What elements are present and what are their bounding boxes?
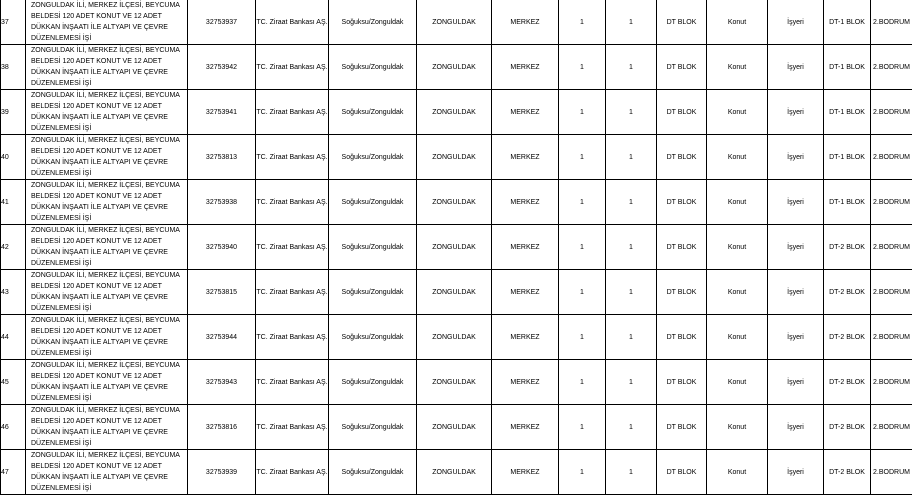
province-cell: ZONGULDAK [417, 45, 492, 90]
quantity-1-cell: 1 [559, 405, 606, 450]
location-cell: Soğuksu/Zonguldak [329, 360, 417, 405]
quantity-1-cell: 1 [559, 450, 606, 495]
location-cell: Soğuksu/Zonguldak [329, 135, 417, 180]
table-row [1, 180, 912, 225]
floor-cell: 2.BODRUM [871, 270, 912, 315]
unit-type-cell: İşyeri [768, 90, 824, 135]
row-number-cell: 41 [1, 180, 26, 225]
type-cell: Konut [707, 225, 768, 270]
unit-type-cell: İşyeri [768, 225, 824, 270]
sub-block-cell: DT-1 BLOK [824, 135, 871, 180]
table-row [1, 0, 912, 45]
district-cell: MERKEZ [492, 450, 559, 495]
location-cell: Soğuksu/Zonguldak [329, 225, 417, 270]
location-cell: Soğuksu/Zonguldak [329, 405, 417, 450]
unit-type-cell: İşyeri [768, 135, 824, 180]
type-cell: Konut [707, 0, 768, 45]
district-cell: MERKEZ [492, 270, 559, 315]
parcel-code-cell: 32753937 [188, 0, 256, 45]
project-name-cell: ZONGULDAK İLİ, MERKEZ İLÇESİ, BEYCUMA BELDESİ 120 ADET KONUT VE 12 ADET DÜKKAN İNŞAATI İLE ALTYAPI VE ÇEVRE DÜZENLEMESİ İŞİ [26, 90, 188, 135]
district-cell: MERKEZ [492, 90, 559, 135]
parcel-code-cell: 32753942 [188, 45, 256, 90]
province-cell: ZONGULDAK [417, 360, 492, 405]
sub-block-cell: DT-2 BLOK [824, 450, 871, 495]
table-row [1, 360, 912, 405]
type-cell: Konut [707, 180, 768, 225]
parcel-code-cell: 32753939 [188, 450, 256, 495]
province-cell: ZONGULDAK [417, 90, 492, 135]
location-cell: Soğuksu/Zonguldak [329, 180, 417, 225]
project-name-cell: ZONGULDAK İLİ, MERKEZ İLÇESİ, BEYCUMA BELDESİ 120 ADET KONUT VE 12 ADET DÜKKAN İNŞAATI İLE ALTYAPI VE ÇEVRE DÜZENLEMESİ İŞİ [26, 450, 188, 495]
type-cell: Konut [707, 135, 768, 180]
row-number-cell: 47 [1, 450, 26, 495]
project-name-cell: ZONGULDAK İLİ, MERKEZ İLÇESİ, BEYCUMA BELDESİ 120 ADET KONUT VE 12 ADET DÜKKAN İNŞAATI İLE ALTYAPI VE ÇEVRE DÜZENLEMESİ İŞİ [26, 135, 188, 180]
row-number-cell: 42 [1, 225, 26, 270]
type-cell: Konut [707, 90, 768, 135]
province-cell: ZONGULDAK [417, 135, 492, 180]
unit-type-cell: İşyeri [768, 45, 824, 90]
type-cell: Konut [707, 270, 768, 315]
bank-cell: TC. Ziraat Bankası AŞ. [256, 0, 329, 45]
bank-cell: TC. Ziraat Bankası AŞ. [256, 225, 329, 270]
block-cell: DT BLOK [657, 0, 707, 45]
quantity-1-cell: 1 [559, 225, 606, 270]
district-cell: MERKEZ [492, 225, 559, 270]
parcel-code-cell: 32753944 [188, 315, 256, 360]
location-cell: Soğuksu/Zonguldak [329, 90, 417, 135]
block-cell: DT BLOK [657, 135, 707, 180]
location-cell: Soğuksu/Zonguldak [329, 315, 417, 360]
province-cell: ZONGULDAK [417, 270, 492, 315]
block-cell: DT BLOK [657, 270, 707, 315]
unit-type-cell: İşyeri [768, 360, 824, 405]
location-cell: Soğuksu/Zonguldak [329, 270, 417, 315]
district-cell: MERKEZ [492, 0, 559, 45]
quantity-1-cell: 1 [559, 270, 606, 315]
sub-block-cell: DT-1 BLOK [824, 180, 871, 225]
quantity-2-cell: 1 [606, 450, 657, 495]
block-cell: DT BLOK [657, 315, 707, 360]
province-cell: ZONGULDAK [417, 0, 492, 45]
floor-cell: 2.BODRUM [871, 360, 912, 405]
block-cell: DT BLOK [657, 225, 707, 270]
parcel-code-cell: 32753941 [188, 90, 256, 135]
quantity-1-cell: 1 [559, 315, 606, 360]
sub-block-cell: DT-2 BLOK [824, 225, 871, 270]
parcel-code-cell: 32753943 [188, 360, 256, 405]
bank-cell: TC. Ziraat Bankası AŞ. [256, 45, 329, 90]
row-number-cell: 40 [1, 135, 26, 180]
sub-block-cell: DT-1 BLOK [824, 0, 871, 45]
table-row [1, 45, 912, 90]
bank-cell: TC. Ziraat Bankası AŞ. [256, 360, 329, 405]
province-cell: ZONGULDAK [417, 450, 492, 495]
unit-type-cell: İşyeri [768, 315, 824, 360]
table-row [1, 90, 912, 135]
quantity-1-cell: 1 [559, 90, 606, 135]
district-cell: MERKEZ [492, 405, 559, 450]
project-name-cell: ZONGULDAK İLİ, MERKEZ İLÇESİ, BEYCUMA BELDESİ 120 ADET KONUT VE 12 ADET DÜKKAN İNŞAATI İLE ALTYAPI VE ÇEVRE DÜZENLEMESİ İŞİ [26, 45, 188, 90]
project-name-cell: ZONGULDAK İLİ, MERKEZ İLÇESİ, BEYCUMA BELDESİ 120 ADET KONUT VE 12 ADET DÜKKAN İNŞAATI İLE ALTYAPI VE ÇEVRE DÜZENLEMESİ İŞİ [26, 405, 188, 450]
district-cell: MERKEZ [492, 135, 559, 180]
project-name-cell: ZONGULDAK İLİ, MERKEZ İLÇESİ, BEYCUMA BELDESİ 120 ADET KONUT VE 12 ADET DÜKKAN İNŞAATI İLE ALTYAPI VE ÇEVRE DÜZENLEMESİ İŞİ [26, 360, 188, 405]
unit-type-cell: İşyeri [768, 405, 824, 450]
sub-block-cell: DT-2 BLOK [824, 315, 871, 360]
quantity-1-cell: 1 [559, 135, 606, 180]
quantity-2-cell: 1 [606, 180, 657, 225]
quantity-2-cell: 1 [606, 0, 657, 45]
table-row [1, 450, 912, 495]
project-name-cell: ZONGULDAK İLİ, MERKEZ İLÇESİ, BEYCUMA BELDESİ 120 ADET KONUT VE 12 ADET DÜKKAN İNŞAATI İLE ALTYAPI VE ÇEVRE DÜZENLEMESİ İŞİ [26, 180, 188, 225]
parcel-code-cell: 32753816 [188, 405, 256, 450]
block-cell: DT BLOK [657, 90, 707, 135]
quantity-2-cell: 1 [606, 135, 657, 180]
district-cell: MERKEZ [492, 180, 559, 225]
district-cell: MERKEZ [492, 315, 559, 360]
quantity-1-cell: 1 [559, 360, 606, 405]
floor-cell: 2.BODRUM [871, 315, 912, 360]
quantity-2-cell: 1 [606, 225, 657, 270]
province-cell: ZONGULDAK [417, 225, 492, 270]
table-row [1, 405, 912, 450]
type-cell: Konut [707, 450, 768, 495]
project-name-cell: ZONGULDAK İLİ, MERKEZ İLÇESİ, BEYCUMA BELDESİ 120 ADET KONUT VE 12 ADET DÜKKAN İNŞAATI İLE ALTYAPI VE ÇEVRE DÜZENLEMESİ İŞİ [26, 270, 188, 315]
row-number-cell: 43 [1, 270, 26, 315]
sub-block-cell: DT-2 BLOK [824, 270, 871, 315]
type-cell: Konut [707, 315, 768, 360]
type-cell: Konut [707, 45, 768, 90]
row-number-cell: 44 [1, 315, 26, 360]
location-cell: Soğuksu/Zonguldak [329, 45, 417, 90]
block-cell: DT BLOK [657, 180, 707, 225]
unit-type-cell: İşyeri [768, 270, 824, 315]
floor-cell: 2.BODRUM [871, 90, 912, 135]
table-row [1, 135, 912, 180]
unit-type-cell: İşyeri [768, 450, 824, 495]
location-cell: Soğuksu/Zonguldak [329, 0, 417, 45]
project-name-cell: ZONGULDAK İLİ, MERKEZ İLÇESİ, BEYCUMA BELDESİ 120 ADET KONUT VE 12 ADET DÜKKAN İNŞAATI İLE ALTYAPI VE ÇEVRE DÜZENLEMESİ İŞİ [26, 225, 188, 270]
bank-cell: TC. Ziraat Bankası AŞ. [256, 135, 329, 180]
parcel-code-cell: 32753815 [188, 270, 256, 315]
row-number-cell: 37 [1, 0, 26, 45]
quantity-2-cell: 1 [606, 90, 657, 135]
bank-cell: TC. Ziraat Bankası AŞ. [256, 270, 329, 315]
quantity-1-cell: 1 [559, 180, 606, 225]
floor-cell: 2.BODRUM [871, 0, 912, 45]
quantity-1-cell: 1 [559, 0, 606, 45]
bank-cell: TC. Ziraat Bankası AŞ. [256, 315, 329, 360]
bank-cell: TC. Ziraat Bankası AŞ. [256, 450, 329, 495]
sub-block-cell: DT-1 BLOK [824, 45, 871, 90]
bank-cell: TC. Ziraat Bankası AŞ. [256, 405, 329, 450]
district-cell: MERKEZ [492, 45, 559, 90]
block-cell: DT BLOK [657, 405, 707, 450]
quantity-2-cell: 1 [606, 360, 657, 405]
row-number-cell: 46 [1, 405, 26, 450]
bank-cell: TC. Ziraat Bankası AŞ. [256, 180, 329, 225]
province-cell: ZONGULDAK [417, 405, 492, 450]
floor-cell: 2.BODRUM [871, 45, 912, 90]
block-cell: DT BLOK [657, 45, 707, 90]
table-row [1, 315, 912, 360]
floor-cell: 2.BODRUM [871, 135, 912, 180]
sub-block-cell: DT-2 BLOK [824, 360, 871, 405]
floor-cell: 2.BODRUM [871, 450, 912, 495]
quantity-2-cell: 1 [606, 405, 657, 450]
quantity-2-cell: 1 [606, 45, 657, 90]
bank-cell: TC. Ziraat Bankası AŞ. [256, 90, 329, 135]
quantity-2-cell: 1 [606, 270, 657, 315]
floor-cell: 2.BODRUM [871, 405, 912, 450]
sub-block-cell: DT-2 BLOK [824, 405, 871, 450]
district-cell: MERKEZ [492, 360, 559, 405]
parcel-code-cell: 32753938 [188, 180, 256, 225]
province-cell: ZONGULDAK [417, 315, 492, 360]
quantity-1-cell: 1 [559, 45, 606, 90]
quantity-2-cell: 1 [606, 315, 657, 360]
parcel-code-cell: 32753940 [188, 225, 256, 270]
table-row [1, 225, 912, 270]
floor-cell: 2.BODRUM [871, 225, 912, 270]
project-name-cell: ZONGULDAK İLİ, MERKEZ İLÇESİ, BEYCUMA BELDESİ 120 ADET KONUT VE 12 ADET DÜKKAN İNŞAATI İLE ALTYAPI VE ÇEVRE DÜZENLEMESİ İŞİ [26, 0, 188, 45]
table-body [1, 0, 912, 495]
unit-type-cell: İşyeri [768, 180, 824, 225]
type-cell: Konut [707, 405, 768, 450]
row-number-cell: 39 [1, 90, 26, 135]
block-cell: DT BLOK [657, 360, 707, 405]
type-cell: Konut [707, 360, 768, 405]
floor-cell: 2.BODRUM [871, 180, 912, 225]
unit-type-cell: İşyeri [768, 0, 824, 45]
location-cell: Soğuksu/Zonguldak [329, 450, 417, 495]
province-cell: ZONGULDAK [417, 180, 492, 225]
table-row [1, 270, 912, 315]
sub-block-cell: DT-1 BLOK [824, 90, 871, 135]
row-number-cell: 38 [1, 45, 26, 90]
row-number-cell: 45 [1, 360, 26, 405]
block-cell: DT BLOK [657, 450, 707, 495]
parcel-code-cell: 32753813 [188, 135, 256, 180]
project-name-cell: ZONGULDAK İLİ, MERKEZ İLÇESİ, BEYCUMA BELDESİ 120 ADET KONUT VE 12 ADET DÜKKAN İNŞAATI İLE ALTYAPI VE ÇEVRE DÜZENLEMESİ İŞİ [26, 315, 188, 360]
